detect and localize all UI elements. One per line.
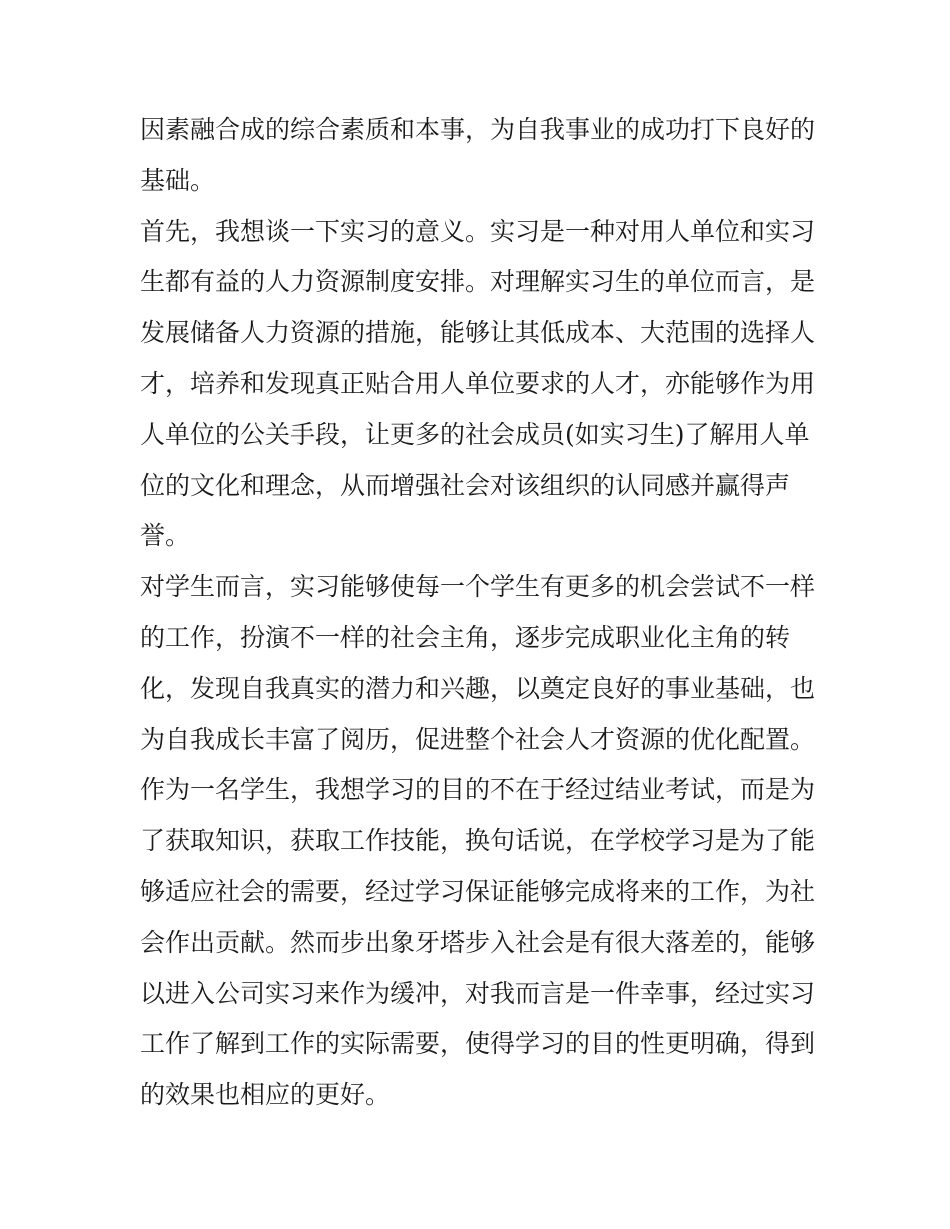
text-line: 作为一名学生，我想学习的目的不在于经过结业考试，而是为 xyxy=(140,775,816,805)
text-line: 首先，我想谈一下实习的意义。实习是一种对用人单位和实习 xyxy=(140,216,816,246)
text-line: 会作出贡献。然而步出象牙塔步入社会是有很大落差的，能够 xyxy=(140,927,816,957)
text-line: 誉。 xyxy=(140,521,191,551)
text-line: 对学生而言，实习能够使每一个学生有更多的机会尝试不一样 xyxy=(140,572,816,602)
text-line: 的工作，扮演不一样的社会主角，逐步完成职业化主角的转 xyxy=(140,622,791,652)
text-line: 够适应社会的需要，经过学习保证能够完成将来的工作，为社 xyxy=(140,876,816,906)
text-line: 位的文化和理念，从而增强社会对该组织的认同感并赢得声 xyxy=(140,470,791,500)
text-line: 基础。 xyxy=(140,165,216,195)
text-line: 工作了解到工作的实际需要，使得学习的目的性更明确，得到 xyxy=(140,1029,816,1059)
body-text xyxy=(140,105,820,1121)
text-line: 以进入公司实习来作为缓冲，对我而言是一件幸事，经过实习 xyxy=(140,978,816,1008)
text-line: 的效果也相应的更好。 xyxy=(140,1080,391,1110)
text-line: 才，培养和发现真正贴合用人单位要求的人才，亦能够作为用 xyxy=(140,368,816,398)
text-line: 因素融合成的综合素质和本事，为自我事业的成功打下良好的 xyxy=(140,115,816,144)
text-line: 化，发现自我真实的潜力和兴趣，以奠定良好的事业基础，也 xyxy=(140,673,816,703)
text-line: 了获取知识，获取工作技能，换句话说，在学校学习是为了能 xyxy=(140,826,816,856)
text-line: 生都有益的人力资源制度安排。对理解实习生的单位而言，是 xyxy=(140,267,816,297)
text-line: 为自我成长丰富了阅历，促进整个社会人才资源的优化配置。 xyxy=(140,724,816,754)
text-line: 人单位的公关手段，让更多的社会成员(如实习生)了解用人单 xyxy=(140,419,810,449)
text-line: 发展储备人力资源的措施，能够让其低成本、大范围的选择人 xyxy=(140,318,816,348)
